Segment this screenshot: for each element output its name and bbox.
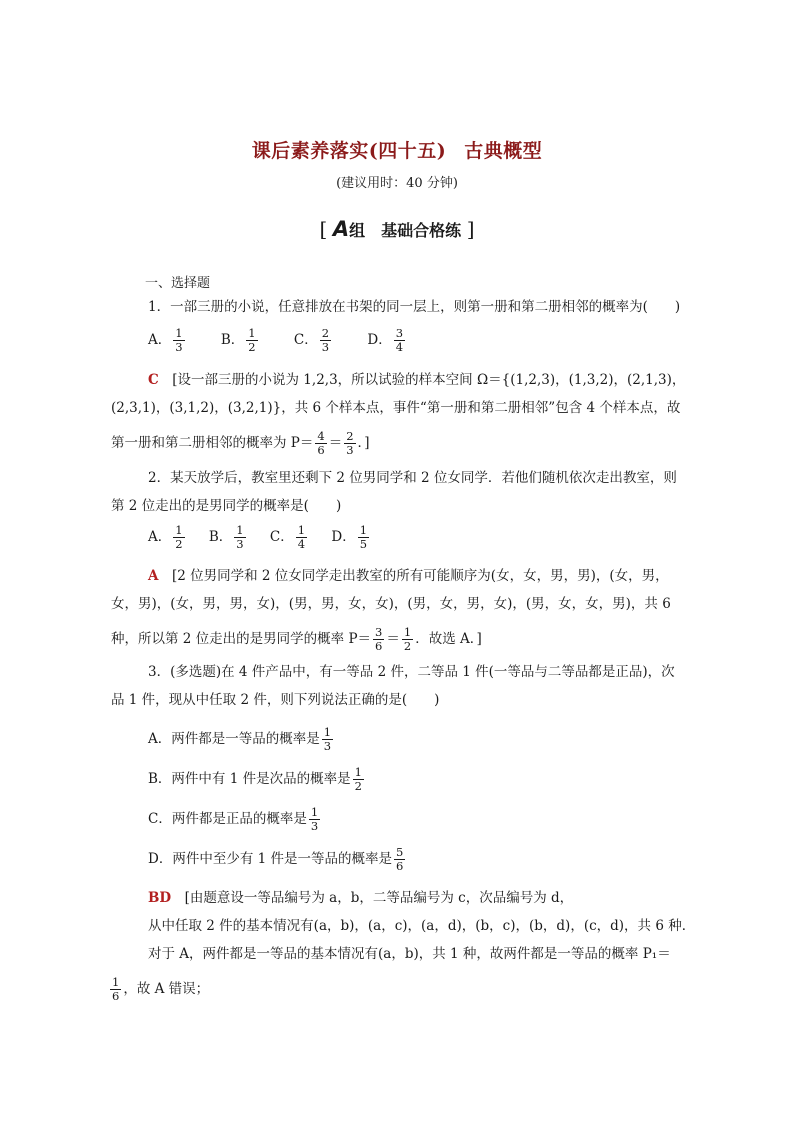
q2-solution-line1: A [2 位男同学和 2 位女同学走出教室的所有可能顺序为(女，女，男，男)，(女，男， <box>148 568 669 584</box>
q2-stem-line2: 第 2 位走出的是男同学的概率是( ) <box>111 498 342 514</box>
q3-option-a: A．两件都是一等品的概率是 $\frac{1}{3}$ <box>148 725 332 753</box>
q3-solution-line4: $\frac{1}{6}$ ，故 A 错误； <box>112 975 210 1003</box>
q1-solution-line2: (2,3,1)，(3,1,2)，(3,2,1)}，共 6 个样本点，事件“第一册和第二册相邻”包含 4 个样本点，故 <box>111 400 681 416</box>
q1-solution-line1: C [设一部三册的小说为 1,2,3，所以试验的样本空间 Ω＝{(1,2,3)，(1,3,2)，(2,1,3)， <box>148 372 686 388</box>
q1-solution-line3: 第一册和第二册相邻的概率为 P＝ $\frac{4}{6}$ ＝ $\frac{2}{3}$ ．] <box>111 429 370 457</box>
q1-stem: 1．一部三册的小说，任意排放在书架的同一层上，则第一册和第二册相邻的概率为( ) <box>148 299 681 315</box>
q2-solution-line3: 种，所以第 2 位走出的是男同学的概率 P＝ $\frac{3}{6}$ ＝ $\frac{1}{2}$ ．故选 A．] <box>111 625 482 653</box>
q2-option-c: C． $\frac{1}{4}$ <box>269 523 306 551</box>
suggested-time: (建议用时：40 分钟) <box>336 176 458 191</box>
q2-options <box>148 524 389 551</box>
group-label: 组 基础合格练 <box>349 221 462 240</box>
group-letter: A <box>332 217 350 241</box>
group-bracket-close: ] <box>466 217 475 241</box>
q3-stem-line1: 3．(多选题)在 4 件产品中，有一等品 2 件，二等品 1 件(一等品与二等品都是正品)，次 <box>148 664 675 680</box>
q2-option-b: B． $\frac{1}{3}$ <box>208 523 244 551</box>
q3-option-c: C．两件都是正品的概率是 $\frac{1}{3}$ <box>148 805 319 833</box>
q1-option-a: A． $\frac{1}{3}$ <box>148 326 183 354</box>
q2-stem-line1: 2．某天放学后，教室里还剩下 2 位男同学和 2 位女同学．若他们随机依次走出教室，则 <box>148 470 677 486</box>
q3-solution-line2: 从中任取 2 件的基本情况有(a，b)，(a，c)，(a，d)，(b，c)，(b，d)，(c，d)，共 6 种． <box>148 918 696 934</box>
page-title <box>0 136 794 163</box>
q1-option-b: B． $\frac{1}{2}$ <box>220 326 256 354</box>
title-main: 课后素养落实(四十五) <box>251 140 447 162</box>
group-bracket-open: [ <box>319 217 328 241</box>
q2-answer: A <box>148 568 159 584</box>
q2-solution-line2: 女，男)，(女，男，男，女)，(男，男，女，女)，(男，女，男，女)，(男，女，女，男)，共 6 <box>111 596 671 612</box>
q1-options <box>148 327 437 354</box>
q3-option-d: D．两件中至少有 1 件是一等品的概率是 $\frac{5}{6}$ <box>148 845 404 873</box>
section-heading: 一、选择题 <box>145 276 211 291</box>
q1-answer: C <box>148 372 159 388</box>
q1-option-c: C． $\frac{2}{3}$ <box>293 326 330 354</box>
q3-solution-line3: 对于 A，两件都是一等品的基本情况有(a，b)，共 1 种，故两件都是一等品的概率 P₁＝ <box>148 946 671 962</box>
q3-option-b: B．两件中有 1 件是次品的概率是 $\frac{1}{2}$ <box>148 765 362 793</box>
q2-option-a: A． $\frac{1}{2}$ <box>148 523 183 551</box>
group-heading <box>0 217 794 241</box>
q3-stem-line2: 品 1 件，现从中任取 2 件，则下列说法正确的是( ) <box>111 692 440 708</box>
title-topic: 古典概型 <box>464 140 543 162</box>
q3-solution-line1: BD [由题意设一等品编号为 a，b，二等品编号为 c，次品编号为 d， <box>148 890 574 906</box>
q3-answer: BD <box>148 890 172 906</box>
q1-option-d: D． $\frac{3}{4}$ <box>367 326 404 354</box>
q2-option-d: D． $\frac{1}{5}$ <box>331 523 368 551</box>
